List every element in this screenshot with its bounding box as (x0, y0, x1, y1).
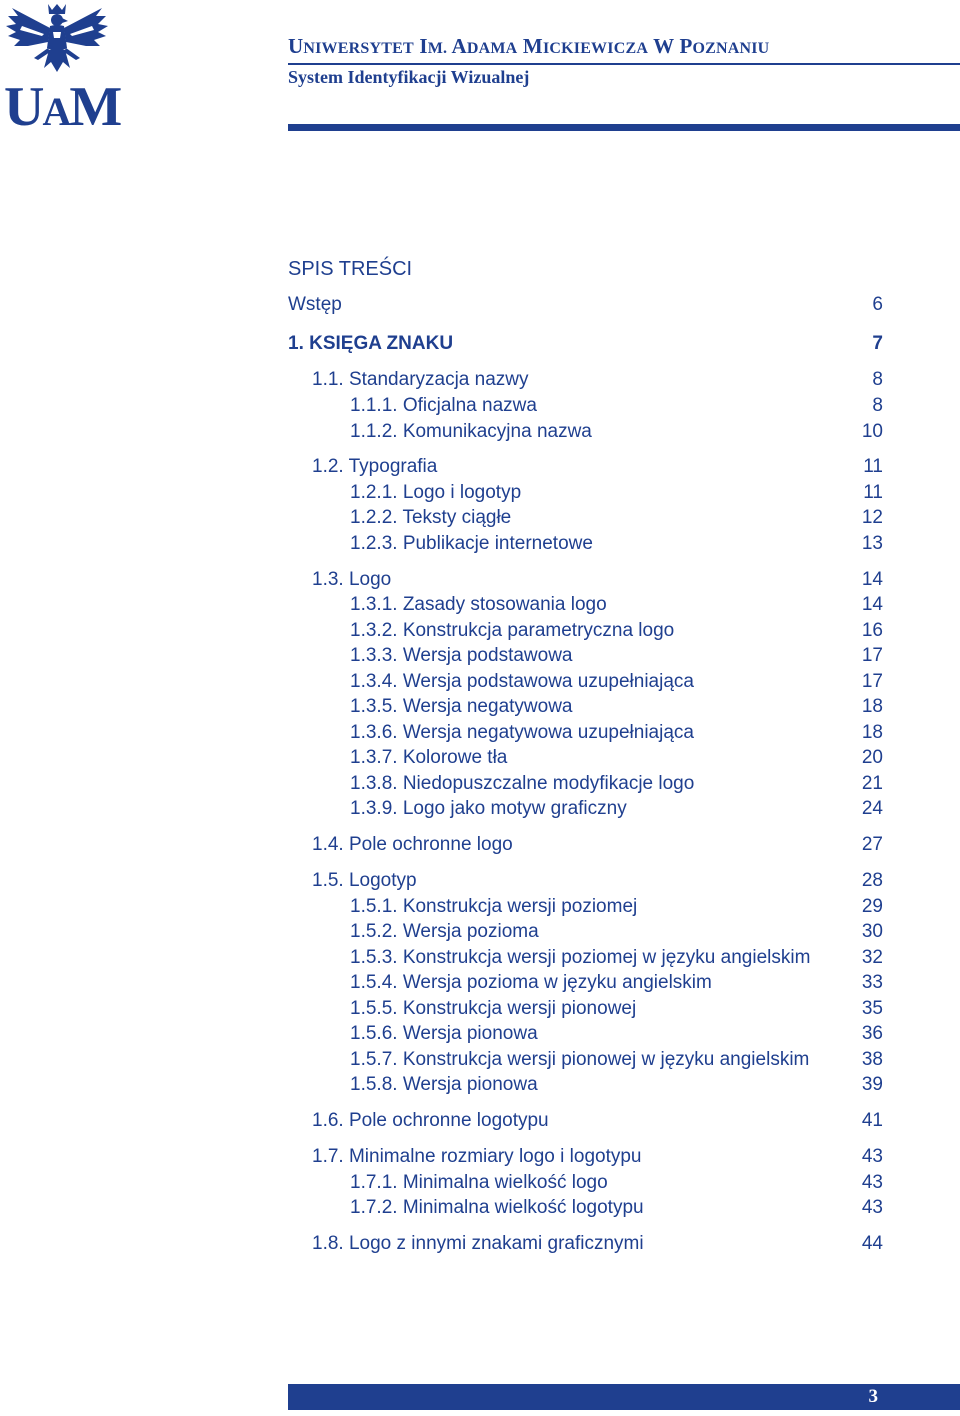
toc-entry-page: 33 (861, 972, 883, 993)
toc-entry-page: 10 (861, 421, 883, 442)
toc-entry-label: 1.5.4. Wersja pozioma w języku angielskim (350, 972, 712, 993)
toc-entry (0, 870, 960, 896)
footer-bar (288, 1384, 960, 1410)
toc-entry (0, 482, 960, 508)
toc-entry-label: 1.3.4. Wersja podstawowa uzupełniająca (350, 671, 694, 692)
header-rule-thin (288, 63, 960, 65)
toc-entry-page: 17 (861, 671, 883, 692)
toc-entry (0, 696, 960, 722)
toc-entry-label: 1.3.8. Niedopuszczalne modyfikacje logo (350, 773, 695, 794)
toc-entry (0, 333, 960, 359)
toc-entry (0, 747, 960, 773)
toc-entry (0, 947, 960, 973)
toc-title: SPIS TREŚCI (288, 258, 413, 280)
toc-entry-label: 1.7. Minimalne rozmiary logo i logotypu (312, 1146, 642, 1167)
toc-entry (0, 395, 960, 421)
toc-entry-label: 1.2.2. Teksty ciągłe (350, 507, 512, 528)
page-number: 3 (868, 1386, 878, 1407)
toc-entry-page: 20 (861, 747, 883, 768)
toc-entry-page: 18 (861, 696, 883, 717)
toc-entry-label: 1.6. Pole ochronne logotypu (312, 1110, 549, 1131)
toc-entry-label: 1.7.2. Minimalna wielkość logotypu (350, 1197, 644, 1218)
toc-entry (0, 1049, 960, 1075)
toc-entry (0, 1197, 960, 1223)
toc-entry-page: 18 (861, 722, 883, 743)
toc-entry (0, 998, 960, 1024)
toc-entry-label: 1.3.5. Wersja negatywowa (350, 696, 573, 717)
toc-entry-label: 1.3.7. Kolorowe tła (350, 747, 508, 768)
toc-entry-page: 11 (863, 456, 883, 477)
system-name: System Identyfikacji Wizualnej (288, 67, 530, 87)
toc-entry-page: 14 (861, 594, 883, 615)
toc-entry-label: 1. KSIĘGA ZNAKU (288, 333, 454, 354)
toc-entry (0, 507, 960, 533)
toc-entry-page: 14 (861, 569, 883, 590)
toc-entry-page: 27 (861, 834, 883, 855)
toc-entry (0, 722, 960, 748)
toc-entry-label: 1.7.1. Minimalna wielkość logo (350, 1172, 608, 1193)
toc-entry-label: 1.2.1. Logo i logotyp (350, 482, 522, 503)
toc-entry (0, 896, 960, 922)
toc-entry-page: 21 (861, 773, 883, 794)
toc-entry (0, 294, 960, 320)
toc-entry-label: 1.3.3. Wersja podstawowa (350, 645, 573, 666)
toc-entry-page: 38 (861, 1049, 883, 1070)
toc-entry-page: 43 (861, 1146, 883, 1167)
toc-entry (0, 798, 960, 824)
toc-entry (0, 671, 960, 697)
toc-entry-label: 1.3.2. Konstrukcja parametryczna logo (350, 620, 675, 641)
toc-entry-label: 1.5.1. Konstrukcja wersji poziomej (350, 896, 638, 917)
toc-entry-page: 16 (861, 620, 883, 641)
toc-entry-page: 32 (861, 947, 883, 968)
toc-entry (0, 773, 960, 799)
toc-entry-label: 1.5.6. Wersja pionowa (350, 1023, 538, 1044)
toc-entry (0, 533, 960, 559)
toc-entry-label: 1.3.1. Zasady stosowania logo (350, 594, 607, 615)
toc-entry-label: 1.5.7. Konstrukcja wersji pionowej w języku angielskim (350, 1049, 810, 1070)
toc-entry-page: 24 (861, 798, 883, 819)
toc-entry-label: 1.2.3. Publikacje internetowe (350, 533, 593, 554)
toc-entry (0, 1074, 960, 1100)
toc-entry-page: 43 (861, 1197, 883, 1218)
toc-entry-label: 1.3.9. Logo jako motyw graficzny (350, 798, 627, 819)
toc-entry (0, 972, 960, 998)
toc-entry (0, 456, 960, 482)
toc-entry-label: 1.5.8. Wersja pionowa (350, 1074, 538, 1095)
toc-entry (0, 620, 960, 646)
toc-entry-page: 35 (861, 998, 883, 1019)
toc-entry-label: 1.5.5. Konstrukcja wersji pionowej (350, 998, 637, 1019)
toc-entry-label: 1.1.1. Oficjalna nazwa (350, 395, 537, 416)
toc-entry-page: 12 (861, 507, 883, 528)
uam-logo (4, 2, 121, 138)
toc-entry-page: 41 (861, 1110, 883, 1131)
toc-entry (0, 369, 960, 395)
toc-entry (0, 1023, 960, 1049)
toc-entry-label: 1.1.2. Komunikacyjna nazwa (350, 421, 592, 442)
toc-entry-page: 8 (872, 369, 883, 390)
toc-entry-label: 1.3. Logo (312, 569, 392, 590)
toc-entry (0, 645, 960, 671)
toc-entry-page: 11 (863, 482, 883, 503)
toc-entry (0, 1233, 960, 1259)
toc-entry (0, 569, 960, 595)
toc-entry (0, 594, 960, 620)
university-name: UNIWERSYTET IM. ADAMA MICKIEWICZA W POZNANIU (288, 34, 770, 58)
toc-entry-label: Wstęp (288, 294, 342, 315)
logo-lettering: UAM (4, 76, 121, 138)
toc-entry (0, 1110, 960, 1136)
toc-entry-page: 6 (872, 294, 883, 315)
toc-entry-label: 1.5. Logotyp (312, 870, 417, 891)
toc-entry-page: 29 (861, 896, 883, 917)
toc-entry-page: 13 (861, 533, 883, 554)
toc-entry-page: 36 (861, 1023, 883, 1044)
toc-entry-page: 30 (861, 921, 883, 942)
toc-entry (0, 1172, 960, 1198)
toc-entry-label: 1.4. Pole ochronne logo (312, 834, 513, 855)
toc-entry-page: 43 (861, 1172, 883, 1193)
toc-entry-page: 39 (861, 1074, 883, 1095)
toc-entry-label: 1.8. Logo z innymi znakami graficznymi (312, 1233, 644, 1254)
toc-entry-label: 1.3.6. Wersja negatywowa uzupełniająca (350, 722, 694, 743)
toc-entry (0, 1146, 960, 1172)
toc-entry (0, 421, 960, 447)
toc-entry (0, 921, 960, 947)
toc-entry-label: 1.5.3. Konstrukcja wersji poziomej w języku angielskim (350, 947, 811, 968)
toc-entry-label: 1.1. Standaryzacja nazwy (312, 369, 529, 390)
toc-entry (0, 834, 960, 860)
toc-entry-page: 17 (861, 645, 883, 666)
eagle-emblem-icon (4, 2, 110, 82)
toc-entry-label: 1.2. Typografia (312, 456, 438, 477)
header-rule-thick (288, 124, 960, 131)
toc-entry-page: 8 (872, 395, 883, 416)
toc-entry-page: 7 (872, 333, 883, 354)
toc-entry-page: 28 (861, 870, 883, 891)
toc-entry-label: 1.5.2. Wersja pozioma (350, 921, 539, 942)
toc-entry-page: 44 (861, 1233, 883, 1254)
